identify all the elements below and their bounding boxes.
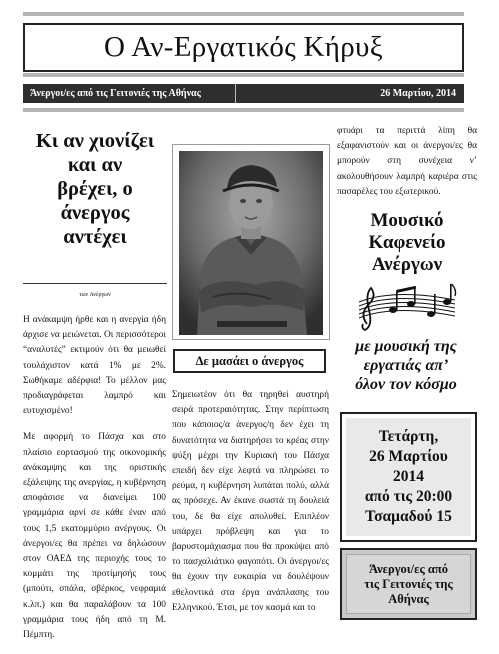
article-paragraph: Η ανάκαμψη ήρθε και η ανεργία ήδη άρχισε να μειώνεται. Οι περισσότεροι “αναλυτές” εκτιμούν ότι θα μειωθεί τουλάχιστον κατά 1% με 2%. Σωθήκαμε αδέρφια! Το μέλλον μας προδιαγράφεται λαμπρό και ευτυχισμένο!	[23, 315, 166, 417]
newspaper-masthead	[23, 23, 464, 72]
photo-frame	[172, 144, 330, 340]
event-year: 2014	[393, 468, 424, 485]
event-day: Τετάρτη,	[378, 428, 439, 445]
article-column-3: φτυάρι τα περιττά λίπη θα εξαφανιστούν και οι άνεργοι/ες θα μπορούν στη συνέχεια ν’ ακολουθήσουν λαμπρή καριέρα στις πασαρέλες του εξωτερικού.	[337, 126, 477, 197]
cafe-subtitle: με μουσική της εργατιάς απ’ όλον τον κόσμο	[355, 338, 457, 393]
cafe-title: Μουσικό Καφενείο Ανέργων	[368, 210, 446, 275]
article-column-2: Σημειωτέον ότι θα τηρηθεί αυστηρή σειρά προτεραιότητας. Στην περίπτωση που κάποιος/α άνεργος/η δεν έχει τη δυνατότητα να διατηρήσει το κρέας στην ψύξη μέχρι την Κυριακή του Πάσχα επειδή δεν είχε λεφτά να πληρώσει το ρεύμα, η κυβέρνηση λυπάται πολύ, αλλά ας πρόσεχε. Αν έκανε σωστά τη δουλειά του, δε θα είχε απολυθεί. Επιπλέον υπάρχει πρόβλεψη και για το βαρυστομάχιασμα που θα προκύψει από το πασχαλιάτικο φαγοπότι. Οι άνεργοι/ες θα έχουν την ευκαιρία να δουλέψουν εθελοντικά στα έργα ανάπλασης του Ελληνικού. Έτσι, με τον κασμά και το	[172, 390, 329, 613]
article-paragraph: Με αφορμή το Πάσχα και στο πλαίσιο εορτασμού της οικονομικής ανάκαμψης και της οριστικής εξάλειψης της ανεργίας, η κυβέρνηση αποφάσισε να διανείμει 100 γραμμάρια αρνί σε κάθε έναν από τους 1,5 εκατομμύριο ανέργους. Οι άνεργοι/ες θα πρέπει να δηλώσουν στον ΟΑΕΔ της περιοχής τους το κομμάτι της προτίμησής τους (μπούτι, σπάλα, σβέρκος, νεφραμιά κ.λπ.) και θα παραλάβουν τα 100 γραμμάρια τους ήδη από τη Μ. Πέμπτη.	[23, 432, 166, 641]
article-byline: των Ανέργων	[79, 292, 111, 298]
event-details-box	[340, 412, 477, 542]
event-date: 26 Μαρτίου	[369, 448, 448, 465]
event-address: Τσαμαδού 15	[365, 508, 452, 525]
music-notes-icon	[355, 280, 460, 335]
photo-caption: Δε μασάει ο άνεργος	[173, 349, 326, 373]
organizer-box: Άνεργοι/ες από τις Γειτονιές της Αθήνας	[340, 548, 477, 620]
byline-divider	[23, 283, 167, 284]
infobar-bottom-rule	[23, 108, 464, 112]
article-column-1	[23, 313, 166, 654]
event-time: από τις 20:00	[364, 488, 453, 505]
article-headline: Κι αν χιονίζει και αν βρέχει, ο άνεργος αντέχει	[35, 130, 155, 248]
top-rule	[23, 12, 464, 16]
issue-date: 26 Μαρτίου, 2014	[380, 88, 456, 99]
publisher-label: Άνεργοι/ες από τις Γειτονιές της Αθήνας	[30, 88, 201, 99]
man-portrait-photo	[179, 151, 323, 335]
info-bar	[23, 84, 464, 103]
portrait-illustration	[179, 151, 323, 335]
masthead-bottom-rule	[23, 73, 464, 77]
masthead-title: Ο Αν-Εργατικός Κήρυξ	[104, 31, 383, 63]
